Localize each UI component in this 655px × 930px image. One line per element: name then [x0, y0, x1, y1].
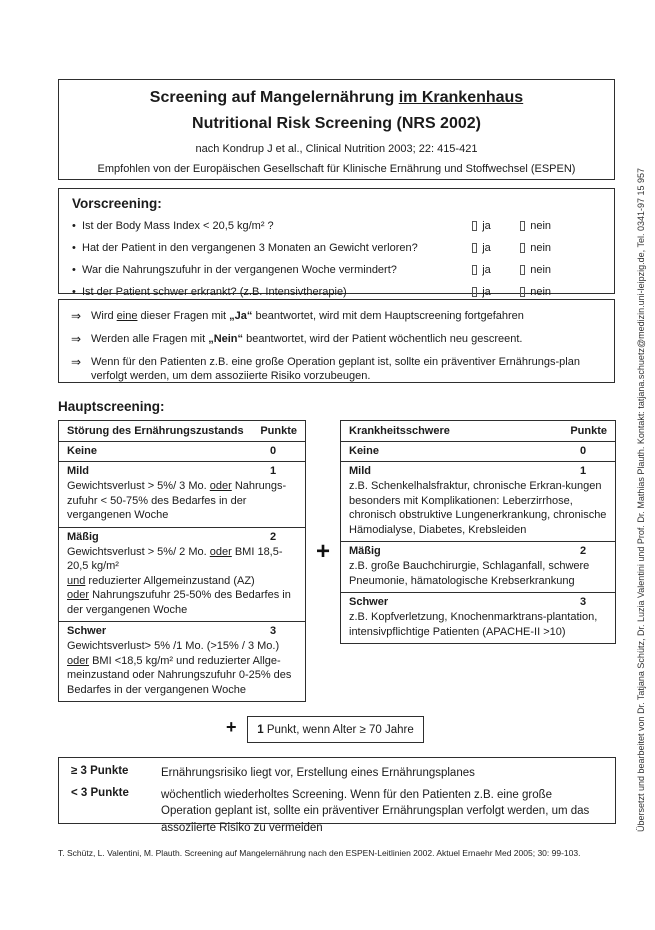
text-segment-underlined: und [67, 574, 86, 587]
question-text: Ist der Body Mass Index < 20,5 kg/m² ? [82, 220, 274, 232]
row-description: z.B. große Bauchchirurgie, Schlaganfall, schwere Pneumonie, hämatologische Krebserkrankung [349, 560, 590, 587]
double-arrow-icon: ⇒ [71, 309, 82, 323]
row-description [67, 588, 297, 617]
answer-options [472, 220, 551, 232]
plus-icon-age: + [226, 717, 237, 737]
nutrition-row-mild [59, 461, 305, 527]
translator-note-vertical: Übersetzt und bearbeitet von Dr. Tatjana Schütz, Dr. Luzia Valentini und Prof. Dr. Mathias Plauth. Kontakt: tatjana.schuetz@medizin.uni-leipzig.de, Tel. 0341-97 15 957 [636, 167, 646, 832]
grade-label: Schwer [67, 625, 107, 637]
points-value: 1 [269, 465, 277, 477]
text-segment: Wird [91, 310, 117, 322]
grade-label: Keine [67, 445, 97, 457]
results-box [58, 757, 616, 834]
title-source-reference: nach Kondrup J et al., Clinical Nutrition 2003; 22: 415-421 [195, 143, 478, 155]
row-description: z.B. Kopfverletzung, Knochenmarktrans-plantation, intensivpflichtige Patienten (APACHE-II >10) [349, 611, 598, 638]
ja-label: ja [482, 286, 491, 298]
checkbox-ja[interactable] [472, 243, 477, 253]
table-header [59, 421, 305, 442]
conclusion-item [71, 309, 602, 323]
result-text: wöchentlich wiederholtes Screening. Wenn für den Patienten z.B. eine große Operation geplant ist, sollte ein präventiver Ernährungsplan verfolgt werden, um das assoziierte Risiko zu vermeiden [161, 788, 590, 834]
text-segment-underlined: oder [67, 589, 90, 601]
checkbox-nein[interactable] [520, 287, 525, 297]
nutrition-row-keine [59, 442, 305, 461]
disease-severity-table [340, 420, 616, 644]
age-bonus-box [247, 716, 424, 743]
disease-row-mild [341, 461, 615, 541]
conclusion-text [91, 309, 601, 323]
checkbox-nein[interactable] [520, 265, 525, 275]
points-value: 0 [579, 445, 587, 457]
result-label: ≥ 3 Punkte [71, 765, 129, 777]
question-row-intake [72, 259, 601, 281]
checkbox-ja[interactable] [472, 221, 477, 231]
text-segment: beantwortet, wird der Patient wöchentlich neu gescreent. [243, 333, 523, 345]
header-label: Krankheitsschwere [349, 425, 450, 437]
text-segment-bold: „Ja“ [229, 310, 253, 322]
checkbox-ja[interactable] [472, 287, 477, 297]
question-row-weight-loss [72, 237, 601, 259]
checkbox-ja[interactable] [472, 265, 477, 275]
text-segment: dieser Fragen mit [137, 310, 230, 322]
text-segment-underlined: oder [209, 480, 232, 492]
vorscreening-box [58, 188, 615, 298]
checkbox-nein[interactable] [520, 221, 525, 231]
points-value: 3 [579, 596, 587, 608]
question-text: Ist der Patient schwer erkrankt? (z.B. Intensivtherapie) [82, 286, 347, 298]
answer-options [472, 264, 551, 276]
answer-options [472, 242, 551, 254]
text-segment: reduzierter Allgemeinzustand (AZ) [85, 574, 255, 587]
text-segment-underlined: eine [116, 310, 138, 322]
text-segment-bold: „Nein“ [208, 333, 244, 345]
double-arrow-icon: ⇒ [71, 332, 82, 346]
disease-row-schwer [341, 592, 615, 643]
page-title-en: Nutritional Risk Screening (NRS 2002) [192, 115, 481, 132]
result-label: < 3 Punkte [71, 786, 129, 799]
hauptscreening-heading: Hauptscreening: [58, 399, 165, 414]
row-description [67, 545, 297, 574]
result-text: Ernährungsrisiko liegt vor, Erstellung eines Ernährungsplanes [161, 767, 475, 779]
title-de-underlined: im Krankenhaus [398, 89, 524, 106]
checkbox-nein[interactable] [520, 243, 525, 253]
title-endorsement: Empfohlen von der Europäischen Gesellschaft für Klinische Ernährung und Stoffwechsel (ESPEN) [97, 163, 576, 175]
row-description: z.B. Schenkelhalsfraktur, chronische Erkran-kungen besonders mit Komplikationen: Leberzirrhose, chronisch obstruktive Lungenerkrankung, chronische Hämodialyse, Diabetes, Krebsleiden [349, 480, 607, 536]
age-bonus-text: Punkt, wenn Alter ≥ 70 Jahre [263, 723, 414, 736]
question-row-bmi [72, 215, 601, 237]
row-description [67, 639, 297, 654]
nutrition-row-maessig [59, 527, 305, 622]
text-segment-underlined: oder [67, 654, 90, 667]
bullet-icon: • [72, 286, 76, 298]
text-segment: BMI <18,5 kg/m² und reduzierter Allge-meinzustand oder Nahrungszufuhr 0-25% des Bedarfes in der vergangenen Woche [67, 654, 292, 696]
text-segment: Werden alle Fragen mit [91, 333, 209, 345]
points-value: 2 [579, 545, 587, 557]
ja-label: ja [482, 220, 491, 232]
disease-row-maessig [341, 541, 615, 592]
nein-label: nein [530, 264, 551, 276]
table-header [341, 421, 615, 442]
text-segment: Wenn für den Patienten z.B. eine große Operation geplant ist, sollte ein präventiver Ernährungs-plan verfolgt werden, um dem assoziierte Risiko vorzubeugen. [91, 356, 580, 382]
grade-label: Mäßig [349, 545, 381, 557]
text-segment-underlined: oder [209, 545, 232, 558]
grade-label: Mäßig [67, 530, 99, 543]
header-label: Störung des Ernährungszustands [67, 425, 244, 437]
header-points: Punkte [260, 425, 297, 437]
conclusion-text [91, 355, 601, 383]
bullet-icon: • [72, 264, 76, 276]
grade-label: Keine [349, 445, 379, 457]
double-arrow-icon: ⇒ [71, 355, 82, 369]
text-segment: beantwortet, wird mit dem Hauptscreening fortgefahren [252, 310, 524, 322]
bullet-icon: • [72, 242, 76, 254]
ja-label: ja [482, 264, 491, 276]
points-value: 2 [269, 530, 277, 543]
points-value: 1 [579, 465, 587, 477]
conclusions-box [58, 299, 615, 383]
title-de-prefix: Screening auf Mangelernährung [149, 89, 399, 106]
ja-label: ja [482, 242, 491, 254]
text-segment: Gewichtsverlust > 5%/ 2 Mo. [67, 545, 210, 558]
grade-label: Mild [349, 465, 371, 477]
nein-label: nein [530, 242, 551, 254]
vorscreening-heading: Vorscreening: [72, 196, 162, 211]
title-box [58, 79, 615, 180]
points-value: 3 [269, 625, 277, 637]
nutrition-row-schwer [59, 621, 305, 701]
nein-label: nein [530, 220, 551, 232]
grade-label: Mild [67, 465, 89, 477]
nutrition-status-table [58, 420, 306, 702]
grade-label: Schwer [349, 596, 389, 608]
disease-row-keine [341, 442, 615, 461]
header-points: Punkte [570, 425, 607, 437]
points-value: 0 [269, 445, 277, 457]
answer-options [472, 286, 551, 298]
text-segment: BMI 18,5-20,5 kg/m² [67, 545, 283, 572]
row-description [67, 654, 297, 698]
nein-label: nein [530, 286, 551, 298]
conclusion-item [71, 355, 602, 383]
question-text: Hat der Patient in den vergangenen 3 Monaten an Gewicht verloren? [82, 242, 418, 254]
citation-footer: T. Schütz, L. Valentini, M. Plauth. Screening auf Mangelernährung nach den ESPEN-Leitlinien 2002. Aktuel Ernaehr Med 2005; 30: 99-103. [58, 848, 581, 858]
conclusion-text [91, 332, 601, 346]
conclusion-item [71, 332, 602, 346]
text-segment: Gewichtsverlust> 5% /1 Mo. (>15% / 3 Mo.) [67, 640, 280, 652]
text-segment: Nahrungszufuhr 25-50% des Bedarfes in der vergangenen Woche [67, 589, 291, 616]
bullet-icon: • [72, 220, 76, 232]
result-row [71, 787, 603, 837]
age-bonus-points: 1 [257, 723, 264, 736]
text-segment: Nahrungs-zufuhr < 50-75% des Bedarfes in der vergangenen Woche [67, 480, 287, 521]
question-text: War die Nahrungszufuhr in der vergangenen Woche vermindert? [82, 264, 397, 276]
row-description [67, 574, 297, 589]
text-segment: Gewichtsverlust > 5%/ 3 Mo. [67, 480, 210, 492]
page-title-de [59, 89, 614, 107]
plus-icon: + [315, 538, 330, 565]
row-description [67, 479, 297, 523]
result-row [71, 765, 603, 782]
